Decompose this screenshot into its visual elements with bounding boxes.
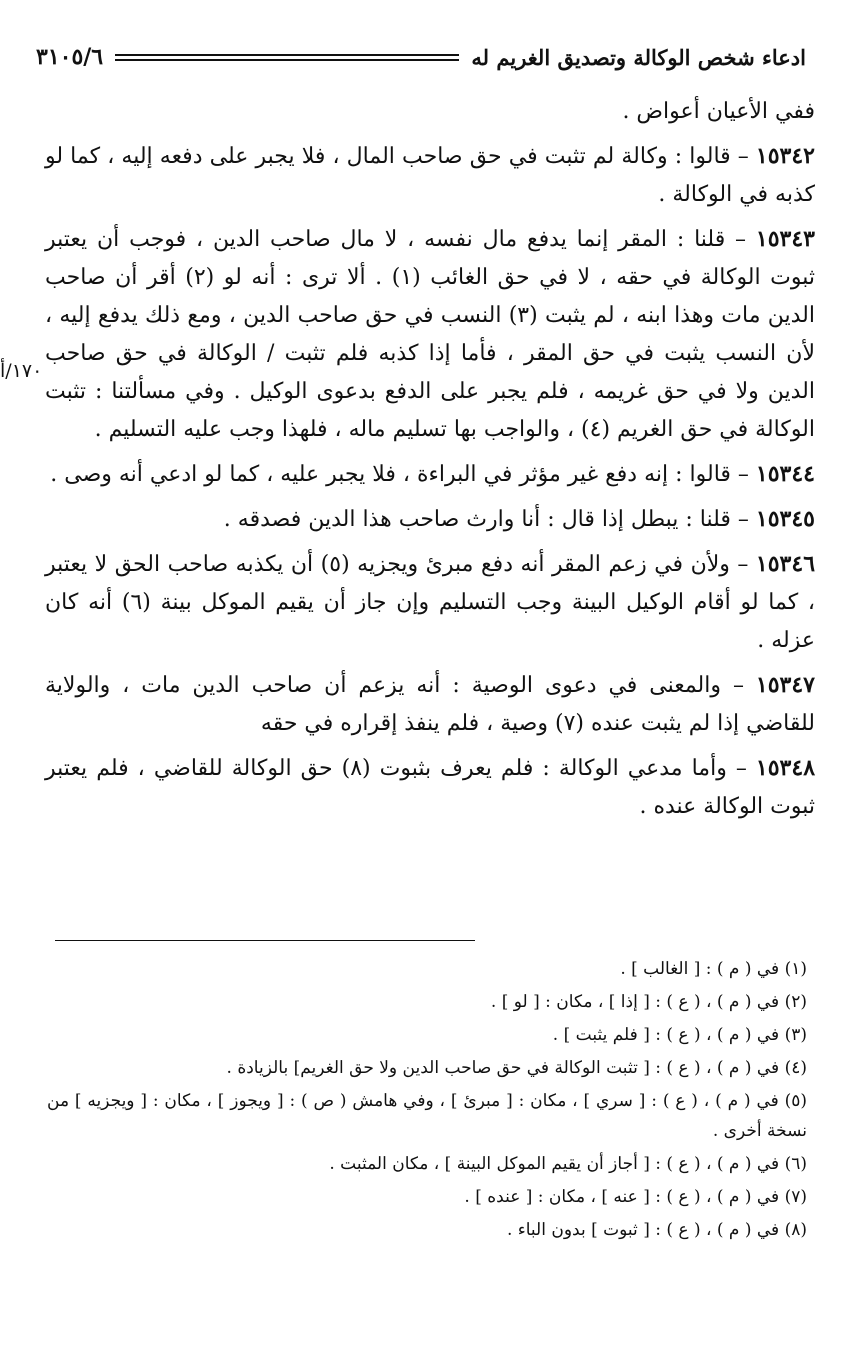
paragraph (45, 545, 815, 660)
paragraph-number: ١٥٣٤٢ (755, 143, 815, 169)
paragraph-number: ١٥٣٤٥ (755, 506, 815, 532)
footnote: (٧) في ( م ) ، ( ع ) : [ عنه ] ، مكان : [ عنده ] . (464, 1187, 807, 1207)
footnote: (١) في ( م ) : [ الغالب ] . (620, 959, 807, 979)
paragraph-text: – والمعنى في دعوى الوصية : أنه يزعم أن صاحب الدين مات ، والولاية للقاضي إذا لم يثبت عنده (٧) وصية ، فلم ينفذ إقراره في حقه (45, 673, 815, 736)
footnote: (٦) في ( م ) ، ( ع ) : [ أجاز أن يقيم الموكل البينة ] ، مكان المثبت . (329, 1154, 807, 1174)
paragraph-number: ١٥٣٤٨ (755, 755, 816, 781)
footnote: (٤) في ( م ) ، ( ع ) : [ تثبت الوكالة في حق صاحب الدين ولا حق الغريم] بالزيادة . (226, 1058, 807, 1078)
paragraph (45, 137, 815, 214)
paragraph-number: ١٥٣٤٣ (755, 226, 815, 252)
paragraph (45, 500, 815, 539)
main-text (45, 92, 815, 832)
paragraph-text: – وأما مدعي الوكالة : فلم يعرف بثبوت (٨) حق الوكالة للقاضي ، فلم يعتبر ثبوت الوكالة عنده . (45, 756, 815, 819)
footnotes (47, 954, 807, 1248)
running-header (36, 36, 806, 78)
paragraph-text: ففي الأعيان أعواض . (622, 99, 815, 124)
footnote: (٣) في ( م ) ، ( ع ) : [ فلم يثبت ] . (552, 1025, 807, 1045)
paragraph-number: ١٥٣٤٦ (755, 551, 816, 577)
paragraph (45, 220, 815, 449)
paragraph-text: – قلنا : المقر إنما يدفع مال نفسه ، لا مال صاحب الدين ، فوجب أن يعتبر ثبوت الوكالة في حقه ، لا في حق الغائب (١) . ألا ترى : أنه لو (٢) أقر أن صاحب الدين مات وهذا ابنه ، لم يثبت (٣) النسب في حق صاحب الدين ، ومع ذلك يدفع إليه ، لأن النسب يثبت في حق المقر ، فأما إذا كذبه فلم تثبت / الوكالة في حق صاحب الدين ولا في حق غريمه ، فلم يجبر على الدفع بدعوى الوكيل . وفي مسألتنا : تثبت الوكالة في حق الغريم (٤) ، والواجب بها تسليم ماله ، فلهذا وجب عليه التسليم . (45, 227, 816, 442)
page-number: ٣١٠٥/٦ (36, 44, 104, 70)
footnote: (٢) في ( م ) ، ( ع ) : [ إذا ] ، مكان : [ لو ] . (490, 992, 807, 1012)
paragraph-number: ١٥٣٤٧ (755, 672, 815, 698)
paragraph (45, 666, 815, 743)
footnote: (٥) في ( م ) ، ( ع ) : [ سري ] ، مكان : [ مبرئ ] ، وفي هامش ( ص ) : [ ويجوز ] ، مكان : [ ويجزيه ] من نسخة أخرى . (47, 1091, 807, 1141)
header-double-rule (115, 54, 459, 61)
paragraph-text: – قالوا : وكالة لم تثبت في حق صاحب المال ، فلا يجبر على دفعه إليه ، كما لو كذبه في الوكالة . (45, 144, 815, 207)
paragraph-text: – ولأن في زعم المقر أنه دفع مبرئ ويجزيه (٥) أن يكذبه صاحب الحق لا يعتبر ، كما لو أقام الوكيل البينة وجب التسليم وإن جاز أن يقيم الموكل بينة (٦) أنه كان عزله . (45, 552, 816, 653)
paragraph (45, 749, 815, 826)
paragraph (45, 455, 815, 494)
header-title: ادعاء شخص الوكالة وتصديق الغريم له (471, 44, 806, 70)
paragraph-text: – قالوا : إنه دفع غير مؤثر في البراءة ، فلا يجبر عليه ، كما لو ادعي أنه وصى . (50, 462, 756, 487)
footnote-separator (55, 940, 475, 941)
paragraph-text: – قلنا : يبطل إذا قال : أنا وارث صاحب هذا الدين فصدقه . (223, 507, 756, 532)
paragraph-number: ١٥٣٤٤ (755, 461, 815, 487)
footnote: (٨) في ( م ) ، ( ع ) : [ ثبوت ] بدون الباء . (506, 1220, 807, 1240)
margin-folio-mark: ١٧٠/أ (0, 360, 43, 382)
paragraph (45, 92, 815, 131)
